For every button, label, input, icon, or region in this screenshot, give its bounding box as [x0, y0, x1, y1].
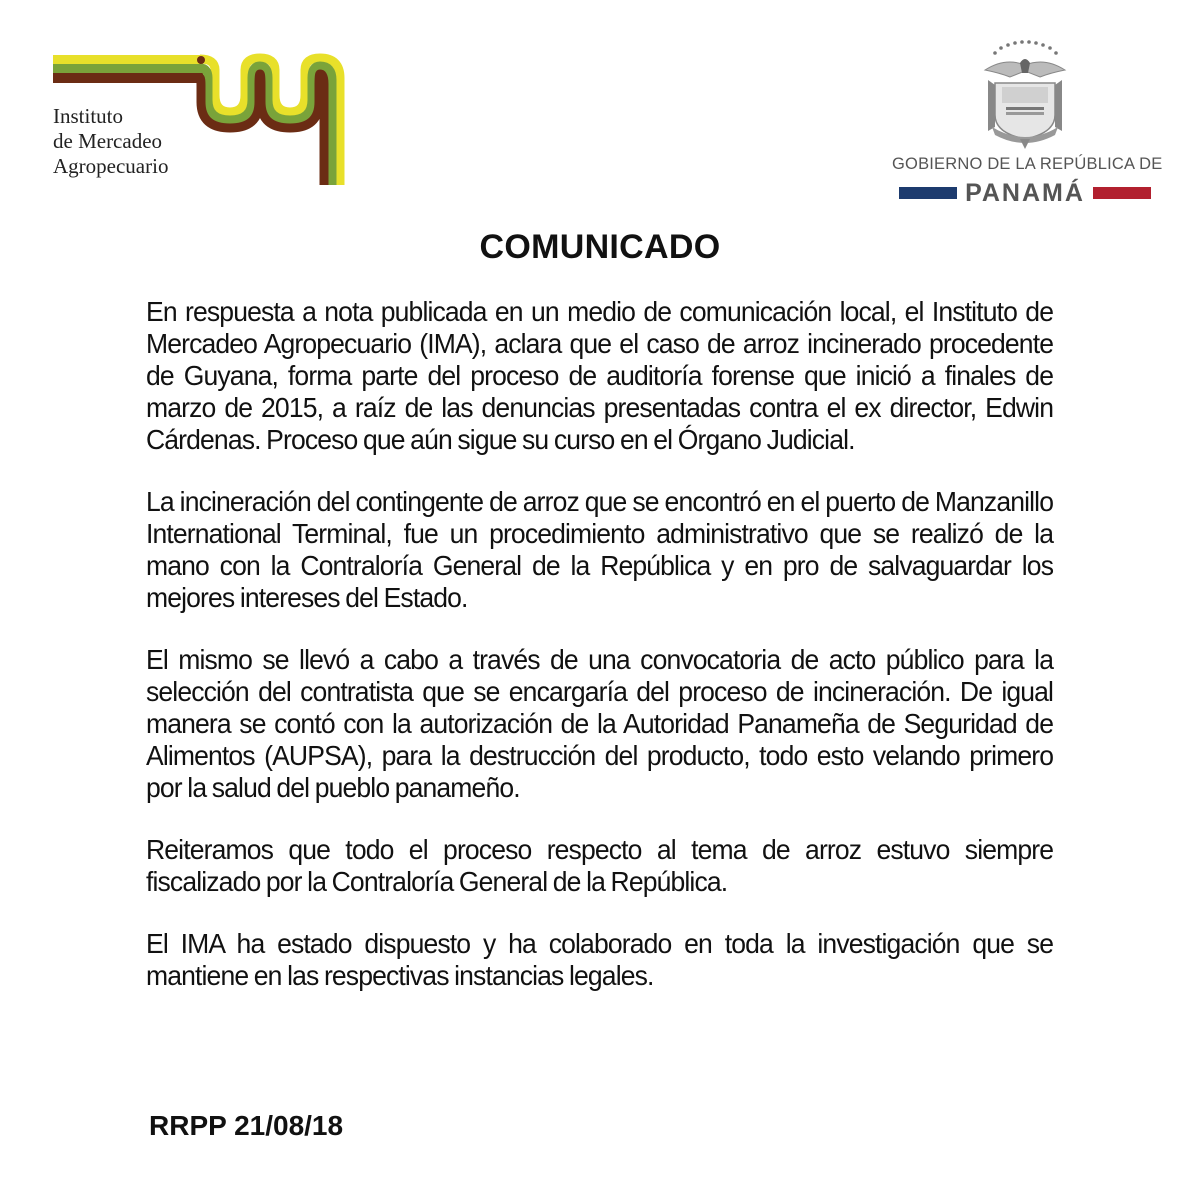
flag-blue-bar-icon: [899, 187, 957, 199]
ima-logo-line1: Instituto: [53, 104, 124, 128]
paragraph-2: La incineración del contingente de arroz que se encontró en el puerto de Manzanillo International Terminal, fue un procedimiento administrativo que se realizó de la mano con la Contraloría General de la República y en pro de salvaguardar los mejores intereses del Estado.: [146, 486, 1054, 613]
ima-logo-line2: de Mercadeo: [53, 129, 163, 153]
ima-logo: [50, 50, 350, 190]
paragraph-3: El mismo se llevó a cabo a través de una convocatoria de acto público para la selección del contratista que se encargaría del proceso de incineración. De igual manera se contó con la autorización de la Autoridad Panameña de Seguridad de Alimentos (AUPSA), para la destrucción del producto, todo esto velando primero por la salud del pueblo panameño.: [146, 644, 1054, 803]
ima-logo-text: [53, 104, 168, 179]
paragraph-1: En respuesta a nota publicada en un medio de comunicación local, el Instituto de Mercadeo Agropecuario (IMA), aclara que el caso de arroz incinerado procedente de Guyana, forma parte del proceso de auditoría forense que inició a finales de marzo de 2015, a raíz de las denuncias presentadas contra el ex director, Edwin Cárdenas. Proceso que aún sigue su curso en el Órgano Judicial.: [146, 296, 1054, 455]
document-title: COMUNICADO: [479, 228, 721, 266]
coat-of-arms-icon: [970, 35, 1080, 150]
panama-label-row: [885, 178, 1165, 208]
paragraph-4: Reiteramos que todo el proceso respecto al tema de arroz estuvo siempre fiscalizado por la Contraloría General de la República.: [146, 834, 1054, 897]
paragraph-5: El IMA ha estado dispuesto y ha colaborado en toda la investigación que se mantiene en las respectivas instancias legales.: [146, 928, 1054, 991]
flag-red-bar-icon: [1093, 187, 1151, 199]
gobierno-label: GOBIERNO DE LA REPÚBLICA DE: [892, 155, 1163, 173]
ima-logo-line3: Agropecuario: [53, 154, 169, 178]
panama-label: PANAMÁ: [965, 178, 1085, 207]
gobierno-panama-logo: [885, 30, 1165, 210]
signature-date: RRPP 21/08/18: [149, 1110, 344, 1141]
document-body: [146, 296, 1054, 1022]
